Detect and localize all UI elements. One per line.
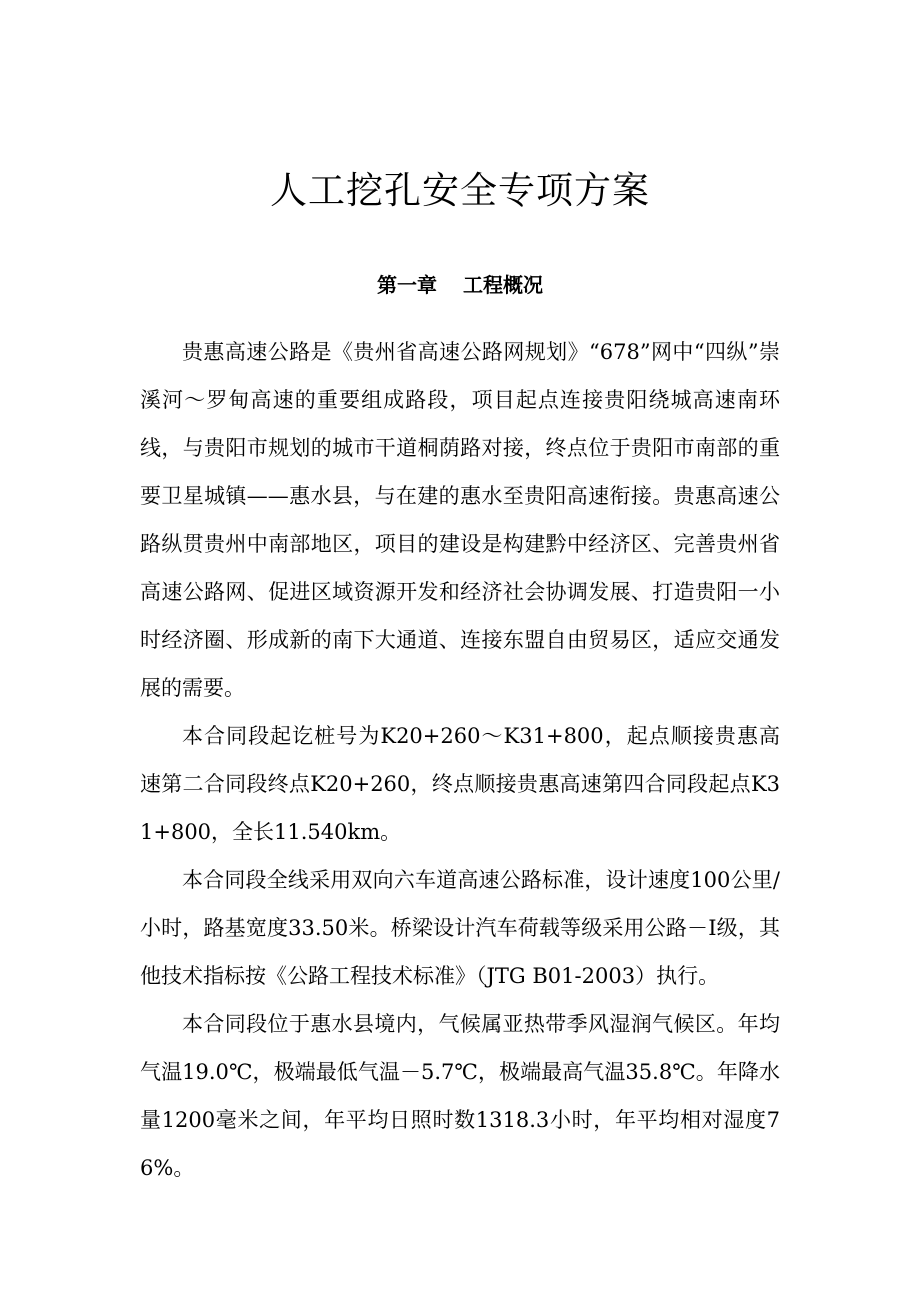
paragraph-climate: 本合同段位于惠水县境内，气候属亚热带季风湿润气候区。年均气温19.0℃，极端最低气温－5.7℃，极端最高气温35.8℃。年降水量1200毫米之间，年平均日照时数1318.3小时，年平均相对湿度76%。 — [140, 1012, 780, 1180]
paragraph-contract-section: 本合同段起讫桩号为K20+260～K31+800，起点顺接贵惠高速第二合同段终点K20+260，终点顺接贵惠高速第四合同段起点K31+800，全长11.540km。 — [140, 724, 780, 844]
paragraph-technical-standards: 本合同段全线采用双向六车道高速公路标准，设计速度100公里/小时，路基宽度33.50米。桥梁设计汽车荷载等级采用公路－Ⅰ级，其他技术指标按《公路工程技术标准》（JTG B01-2003）执行。 — [140, 868, 780, 988]
paragraph-project-overview: 贵惠高速公路是《贵州省高速公路网规划》“678”网中“四纵”崇溪河～罗甸高速的重要组成路段，项目起点连接贵阳绕城高速南环线，与贵阳市规划的城市干道桐荫路对接，终点位于贵阳市南部的重要卫星城镇——惠水县，与在建的惠水至贵阳高速衔接。贵惠高速公路纵贯贵州中南部地区，项目的建设是构建黔中经济区、完善贵州省高速公路网、促进区域资源开发和经济社会协调发展、打造贵阳一小时经济圈、形成新的南下大通道、连接东盟自由贸易区，适应交通发展的需要。 — [140, 340, 780, 700]
document-body — [140, 328, 780, 1192]
chapter-number: 第一章 — [377, 273, 437, 297]
chapter-heading — [0, 268, 920, 302]
document-title: 人工挖孔安全专项方案 — [270, 168, 650, 212]
chapter-name: 工程概况 — [463, 273, 543, 297]
